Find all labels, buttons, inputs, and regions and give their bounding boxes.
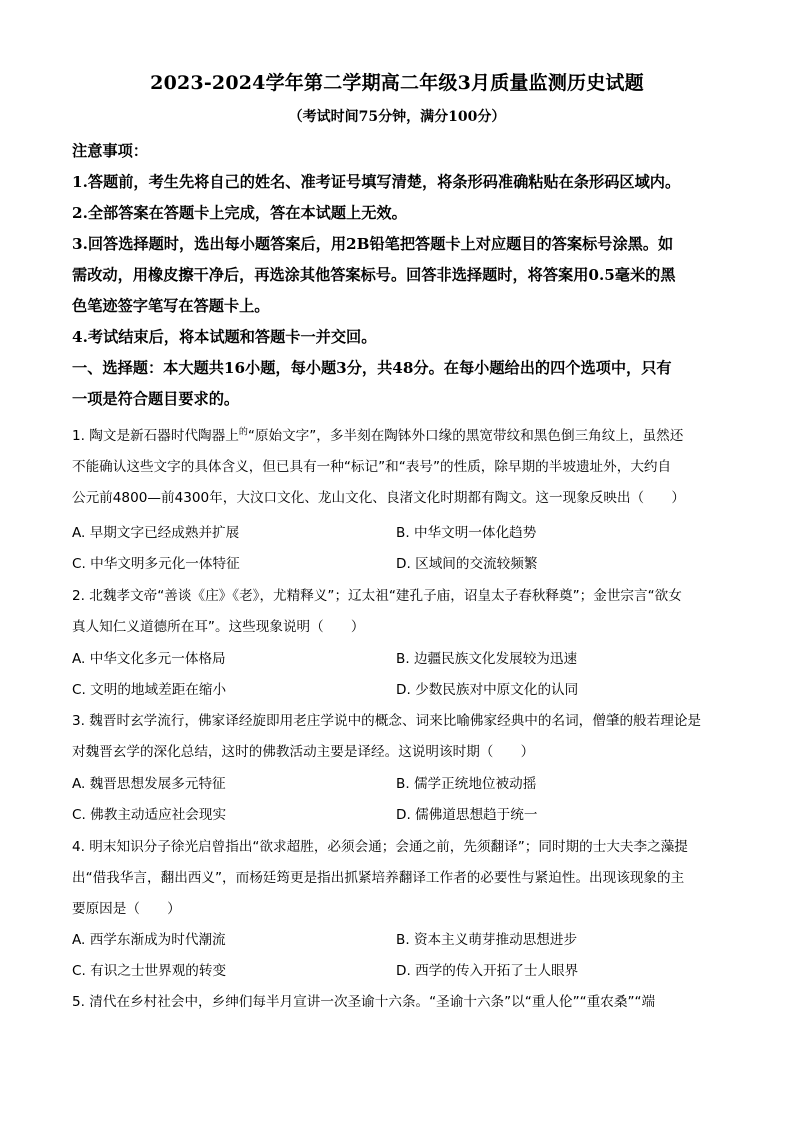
option-a[interactable]: A. 魏晋思想发展多元特征 xyxy=(72,776,226,792)
question-line: 公元前4800—前4300年，大汶口文化、龙山文化、良渚文化时期都有陶文。这一现象反映出（ ） xyxy=(72,490,685,506)
notice-item: 2.全部答案在答题卡上完成，答在本试题上无效。 xyxy=(72,204,407,222)
option-b[interactable]: B. 中华文明一体化趋势 xyxy=(396,525,537,541)
question-1 xyxy=(72,421,722,514)
question-line: 要原因是（ ） xyxy=(72,901,181,917)
option-d[interactable]: D. 区域间的交流较频繁 xyxy=(396,556,538,572)
question-line: 真人知仁义道德所在耳”。这些现象说明（ ） xyxy=(72,619,365,635)
notice-item: 色笔迹签字笔写在答题卡上。 xyxy=(72,297,270,315)
option-b[interactable]: B. 资本主义萌芽推动思想进步 xyxy=(396,932,578,948)
question-line: 不能确认这些文字的具体含义，但已具有一种“标记”和“表号”的性质，除早期的半坡遗址外，大约自 xyxy=(72,459,672,475)
section-heading: 一、选择题：本大题共16小题，每小题3分，共48分。在每小题给出的四个选项中，只有 xyxy=(72,359,672,377)
question-5 xyxy=(72,987,722,1018)
notice-block xyxy=(72,136,722,415)
option-row xyxy=(72,675,722,706)
option-c[interactable]: C. 文明的地域差距在缩小 xyxy=(72,682,227,698)
option-row xyxy=(72,800,722,831)
exam-title: 2023-2024学年第二学期高二年级3月质量监测历史试题 xyxy=(150,72,644,94)
notice-item: 3.回答选择题时，选出每小题答案后，用2B铅笔把答题卡上对应题目的答案标号涂黑。如 xyxy=(72,235,674,253)
option-row xyxy=(72,518,722,549)
notice-item: 1.答题前，考生先将自己的姓名、准考证号填写清楚，将条形码准确粘贴在条形码区域内。 xyxy=(72,173,681,191)
option-a[interactable]: A. 中华文化多元一体格局 xyxy=(72,651,226,667)
option-row xyxy=(72,644,722,675)
question-line: 2. 北魏孝文帝“善谈《庄》《老》，尤精释义”；辽太祖“建孔子庙，诏皇太子春秋释奠”；金世宗言“欲女 xyxy=(72,588,682,604)
question-3 xyxy=(72,706,722,768)
question-line: 出“借我华言，翻出西义”，而杨廷筠更是指出抓紧培养翻译工作者的必要性与紧迫性。出现该现象的主 xyxy=(72,870,685,886)
option-d[interactable]: D. 西学的传入开拓了士人眼界 xyxy=(396,963,579,979)
option-d[interactable]: D. 儒佛道思想趋于统一 xyxy=(396,807,538,823)
option-a[interactable]: A. 西学东渐成为时代潮流 xyxy=(72,932,226,948)
option-c[interactable]: C. 中华文明多元化一体特征 xyxy=(72,556,240,572)
option-row xyxy=(72,769,722,800)
notice-heading: 注意事项： xyxy=(72,142,148,160)
option-c[interactable]: C. 佛教主动适应社会现实 xyxy=(72,807,227,823)
option-b[interactable]: B. 儒学正统地位被动摇 xyxy=(396,776,537,792)
question-line: 4. 明末知识分子徐光启曾指出“欲求超胜，必须会通；会通之前，先须翻译”；同时期的士大夫李之藻提 xyxy=(72,839,688,855)
question-2 xyxy=(72,581,722,643)
notice-item: 需改动，用橡皮擦干净后，再选涂其他答案标号。回答非选择题时，将答案用0.5毫米的黑 xyxy=(72,266,676,284)
question-line: 5. 清代在乡村社会中，乡绅们每半月宣讲一次圣谕十六条。“圣谕十六条”以“重人伦”“重农桑”“端 xyxy=(72,994,656,1010)
option-c[interactable]: C. 有识之士世界观的转变 xyxy=(72,963,227,979)
question-line: 1. 陶文是新石器时代陶器上$^的$“原始文字”，多半刻在陶钵外口缘的黑宽带纹和黑色倒三角纹上，虽然还 xyxy=(72,427,684,444)
option-a[interactable]: A. 早期文字已经成熟并扩展 xyxy=(72,525,240,541)
option-row xyxy=(72,956,722,987)
option-b[interactable]: B. 边疆民族文化发展较为迅速 xyxy=(396,651,578,667)
question-line: 3. 魏晋时玄学流行，佛家译经旋即用老庄学说中的概念、词来比喻佛家经典中的名词，僧肇的般若理论是 xyxy=(72,713,702,729)
section-heading-cont: 一项是符合题目要求的。 xyxy=(72,390,240,408)
question-line: 对魏晋玄学的深化总结，这时的佛教活动主要是译经。这说明该时期（ ） xyxy=(72,744,535,760)
question-4 xyxy=(72,832,722,925)
question-sup: 的 xyxy=(238,427,248,438)
option-row xyxy=(72,925,722,956)
notice-item: 4.考试结束后，将本试题和答题卡一并交回。 xyxy=(72,328,377,346)
exam-subtitle: （考试时间75分钟，满分100分） xyxy=(288,109,506,125)
option-d[interactable]: D. 少数民族对中原文化的认同 xyxy=(396,682,579,698)
option-row xyxy=(72,549,722,580)
